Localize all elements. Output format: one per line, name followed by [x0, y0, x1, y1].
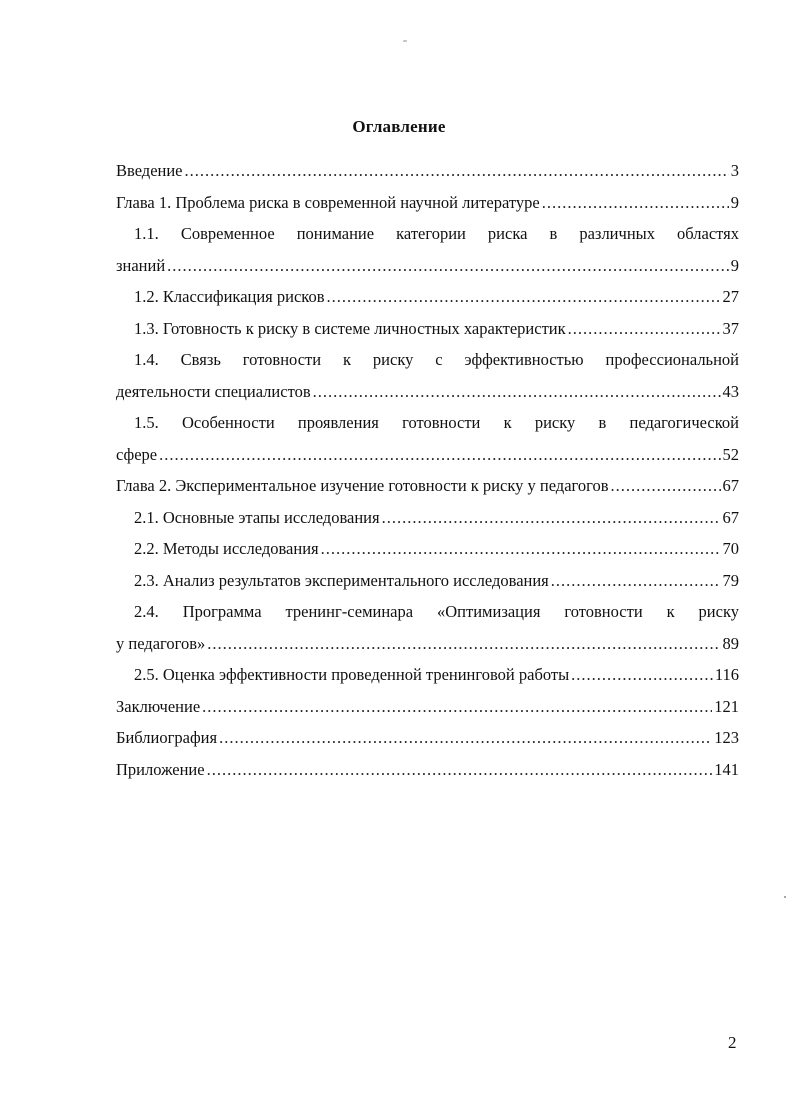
toc-entry-page: 67	[722, 507, 739, 527]
toc-entry-page: 67	[722, 476, 739, 495]
dot-leader	[185, 155, 729, 187]
dot-leader	[207, 628, 720, 660]
toc-entry-text: знаний	[116, 255, 166, 275]
toc-entry-introduction[interactable]	[116, 155, 739, 187]
dot-leader	[159, 439, 720, 471]
toc-entry-1-4-line1[interactable]: 1.4. Связь готовности к риску с эффективностью профессиональной	[134, 350, 739, 369]
toc-entry-text: Глава 1. Проблема риска в современной научной литературе	[116, 192, 540, 212]
dot-leader	[551, 565, 721, 597]
table-of-contents	[116, 155, 739, 785]
dot-leader	[167, 250, 729, 282]
toc-entry-bibliography[interactable]	[116, 722, 739, 754]
dot-leader	[219, 722, 712, 754]
toc-entry-1-5[interactable]	[116, 439, 739, 471]
toc-entry-page: 79	[722, 570, 739, 590]
dot-leader	[313, 376, 721, 408]
toc-entry-1-5-line1[interactable]: 1.5. Особенности проявления готовности к риску в педагогической	[134, 413, 739, 432]
toc-entry-text: 1.3. Готовность к риску в системе личностных характеристик	[134, 318, 566, 338]
toc-entry-text: Приложение	[116, 759, 205, 779]
toc-entry-page: 27	[722, 287, 739, 306]
toc-entry-1-3[interactable]	[116, 313, 739, 345]
toc-entry-1-1-line1[interactable]: 1.1. Современное понимание категории риска в различных областях	[134, 224, 739, 243]
dot-leader	[321, 533, 721, 565]
toc-entry-page: 37	[722, 318, 739, 338]
toc-entry-text: 2.1. Основные этапы исследования	[134, 507, 380, 527]
toc-entry-text: Введение	[116, 161, 183, 180]
toc-entry-2-3[interactable]	[116, 565, 739, 597]
dot-leader	[202, 691, 712, 723]
toc-entry-1-1[interactable]	[116, 250, 739, 282]
toc-entry-page: 141	[714, 759, 739, 779]
toc-entry-chapter-1[interactable]	[116, 187, 739, 219]
dot-leader	[542, 187, 729, 219]
toc-entry-text: деятельности специалистов	[116, 381, 311, 401]
dot-leader	[327, 281, 721, 313]
toc-entry-2-4-line1[interactable]: 2.4. Программа тренинг-семинара «Оптимизация готовности к риску	[134, 602, 739, 621]
toc-entry-text: 2.2. Методы исследования	[134, 539, 319, 558]
dot-leader	[207, 754, 713, 786]
toc-entry-page: 123	[714, 728, 739, 747]
toc-entry-2-2[interactable]	[116, 533, 739, 565]
dot-leader	[611, 470, 721, 502]
toc-entry-text: у педагогов»	[116, 633, 206, 653]
toc-entry-page: 116	[714, 665, 739, 684]
toc-entry-conclusion[interactable]	[116, 691, 739, 723]
dot-leader	[382, 502, 721, 534]
toc-entry-1-4[interactable]	[116, 376, 739, 408]
toc-entry-page: 121	[714, 696, 739, 716]
scan-speck	[403, 40, 407, 42]
page-number: 2	[728, 1033, 737, 1052]
toc-entry-text: 2.5. Оценка эффективности проведенной тренинговой работы	[134, 665, 570, 684]
toc-entry-page: 3	[730, 161, 739, 180]
toc-entry-page: 9	[730, 255, 739, 275]
toc-entry-text: Библиография	[116, 728, 218, 747]
toc-entry-text: 2.3. Анализ результатов экспериментального исследования	[134, 570, 549, 590]
toc-entry-page: 43	[722, 381, 739, 401]
toc-entry-text: Глава 2. Экспериментальное изучение готовности к риску у педагогов	[116, 476, 609, 495]
toc-entry-text: 1.2. Классификация рисков	[134, 287, 325, 306]
toc-entry-2-4[interactable]	[116, 628, 739, 660]
toc-entry-1-2[interactable]	[116, 281, 739, 313]
toc-entry-appendix[interactable]	[116, 754, 739, 786]
scan-speck	[784, 896, 786, 898]
toc-entry-text: Заключение	[116, 696, 201, 716]
toc-entry-page: 70	[722, 539, 739, 558]
toc-entry-chapter-2[interactable]	[116, 470, 739, 502]
toc-entry-page: 52	[722, 444, 739, 464]
toc-entry-text: сфере	[116, 444, 158, 464]
toc-entry-2-5[interactable]	[116, 659, 739, 691]
dot-leader	[568, 313, 721, 345]
toc-entry-page: 89	[722, 633, 739, 653]
dot-leader	[571, 659, 713, 691]
toc-title: Оглавление	[352, 117, 446, 136]
toc-entry-2-1[interactable]	[116, 502, 739, 534]
toc-entry-page: 9	[730, 192, 739, 212]
